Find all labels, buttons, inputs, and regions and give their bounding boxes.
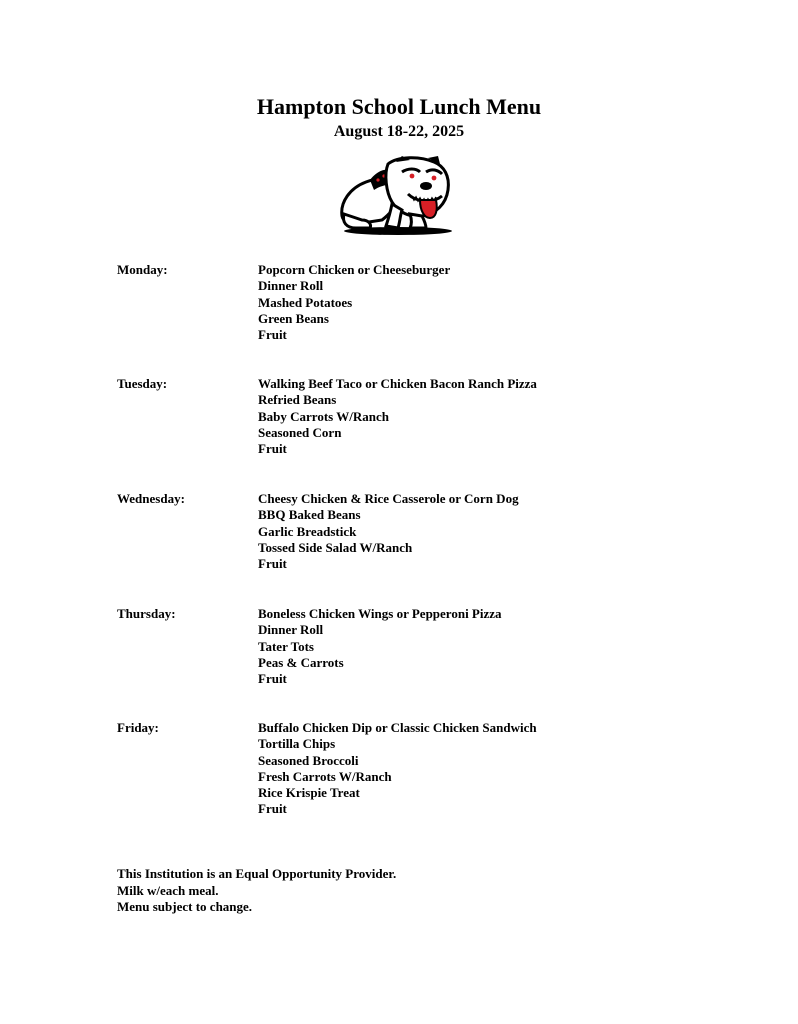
menu-date-range: August 18-22, 2025 — [333, 123, 465, 140]
menu-item: Boneless Chicken Wings or Pepperoni Pizza — [258, 606, 502, 621]
menu-item: Tater Tots — [258, 638, 314, 654]
milk-note: Milk w/each meal. — [117, 882, 219, 898]
menu-item: Rice Krispie Treat — [258, 785, 360, 801]
page-title: Hampton School Lunch Menu — [256, 94, 542, 119]
menu-item: Walking Beef Taco or Chicken Bacon Ranch Pizza — [258, 376, 537, 391]
menu-item: Fresh Carrots W/Ranch — [258, 768, 392, 784]
day-label: Tuesday: — [117, 376, 168, 391]
menu-item: Seasoned Broccoli — [258, 752, 359, 768]
menu-item: Fruit — [258, 671, 287, 687]
menu-item-list — [258, 376, 537, 457]
menu-item: Buffalo Chicken Dip or Classic Chicken Sandwich — [258, 720, 537, 735]
menu-item: BBQ Baked Beans — [258, 507, 361, 523]
menu-item: Baby Carrots W/Ranch — [258, 408, 389, 424]
menu-item: Fruit — [258, 441, 287, 457]
menu-item: Mashed Potatoes — [258, 294, 353, 310]
day-label: Monday: — [117, 262, 168, 277]
menu-item: Peas & Carrots — [258, 654, 344, 670]
day-label: Thursday: — [117, 606, 176, 621]
subject-to-change-note: Menu subject to change. — [117, 899, 253, 914]
menu-item: Green Beans — [258, 310, 329, 326]
menu-item: Seasoned Corn — [258, 424, 342, 440]
equal-opportunity-note: This Institution is an Equal Opportunity Provider. — [117, 866, 397, 881]
menu-item: Dinner Roll — [258, 622, 324, 638]
menu-item-list — [258, 606, 502, 687]
menu-item: Fruit — [258, 801, 287, 817]
bulldog-mascot-icon — [336, 154, 458, 236]
footer-notes — [117, 866, 396, 916]
menu-item: Tortilla Chips — [258, 736, 336, 752]
menu-item: Popcorn Chicken or Cheeseburger — [258, 262, 451, 277]
menu-item: Tossed Side Salad W/Ranch — [258, 539, 413, 555]
menu-item: Fruit — [258, 327, 287, 343]
menu-item: Dinner Roll — [258, 278, 324, 294]
menu-item: Garlic Breadstick — [258, 523, 357, 539]
day-label: Friday: — [117, 720, 159, 735]
menu-item-list — [258, 491, 519, 572]
menu-item: Refried Beans — [258, 392, 337, 408]
menu-item: Fruit — [258, 556, 287, 572]
menu-item: Cheesy Chicken & Rice Casserole or Corn Dog — [258, 491, 519, 506]
day-label: Wednesday: — [117, 491, 185, 506]
menu-item-list — [258, 720, 537, 818]
menu-item-list — [258, 262, 450, 343]
